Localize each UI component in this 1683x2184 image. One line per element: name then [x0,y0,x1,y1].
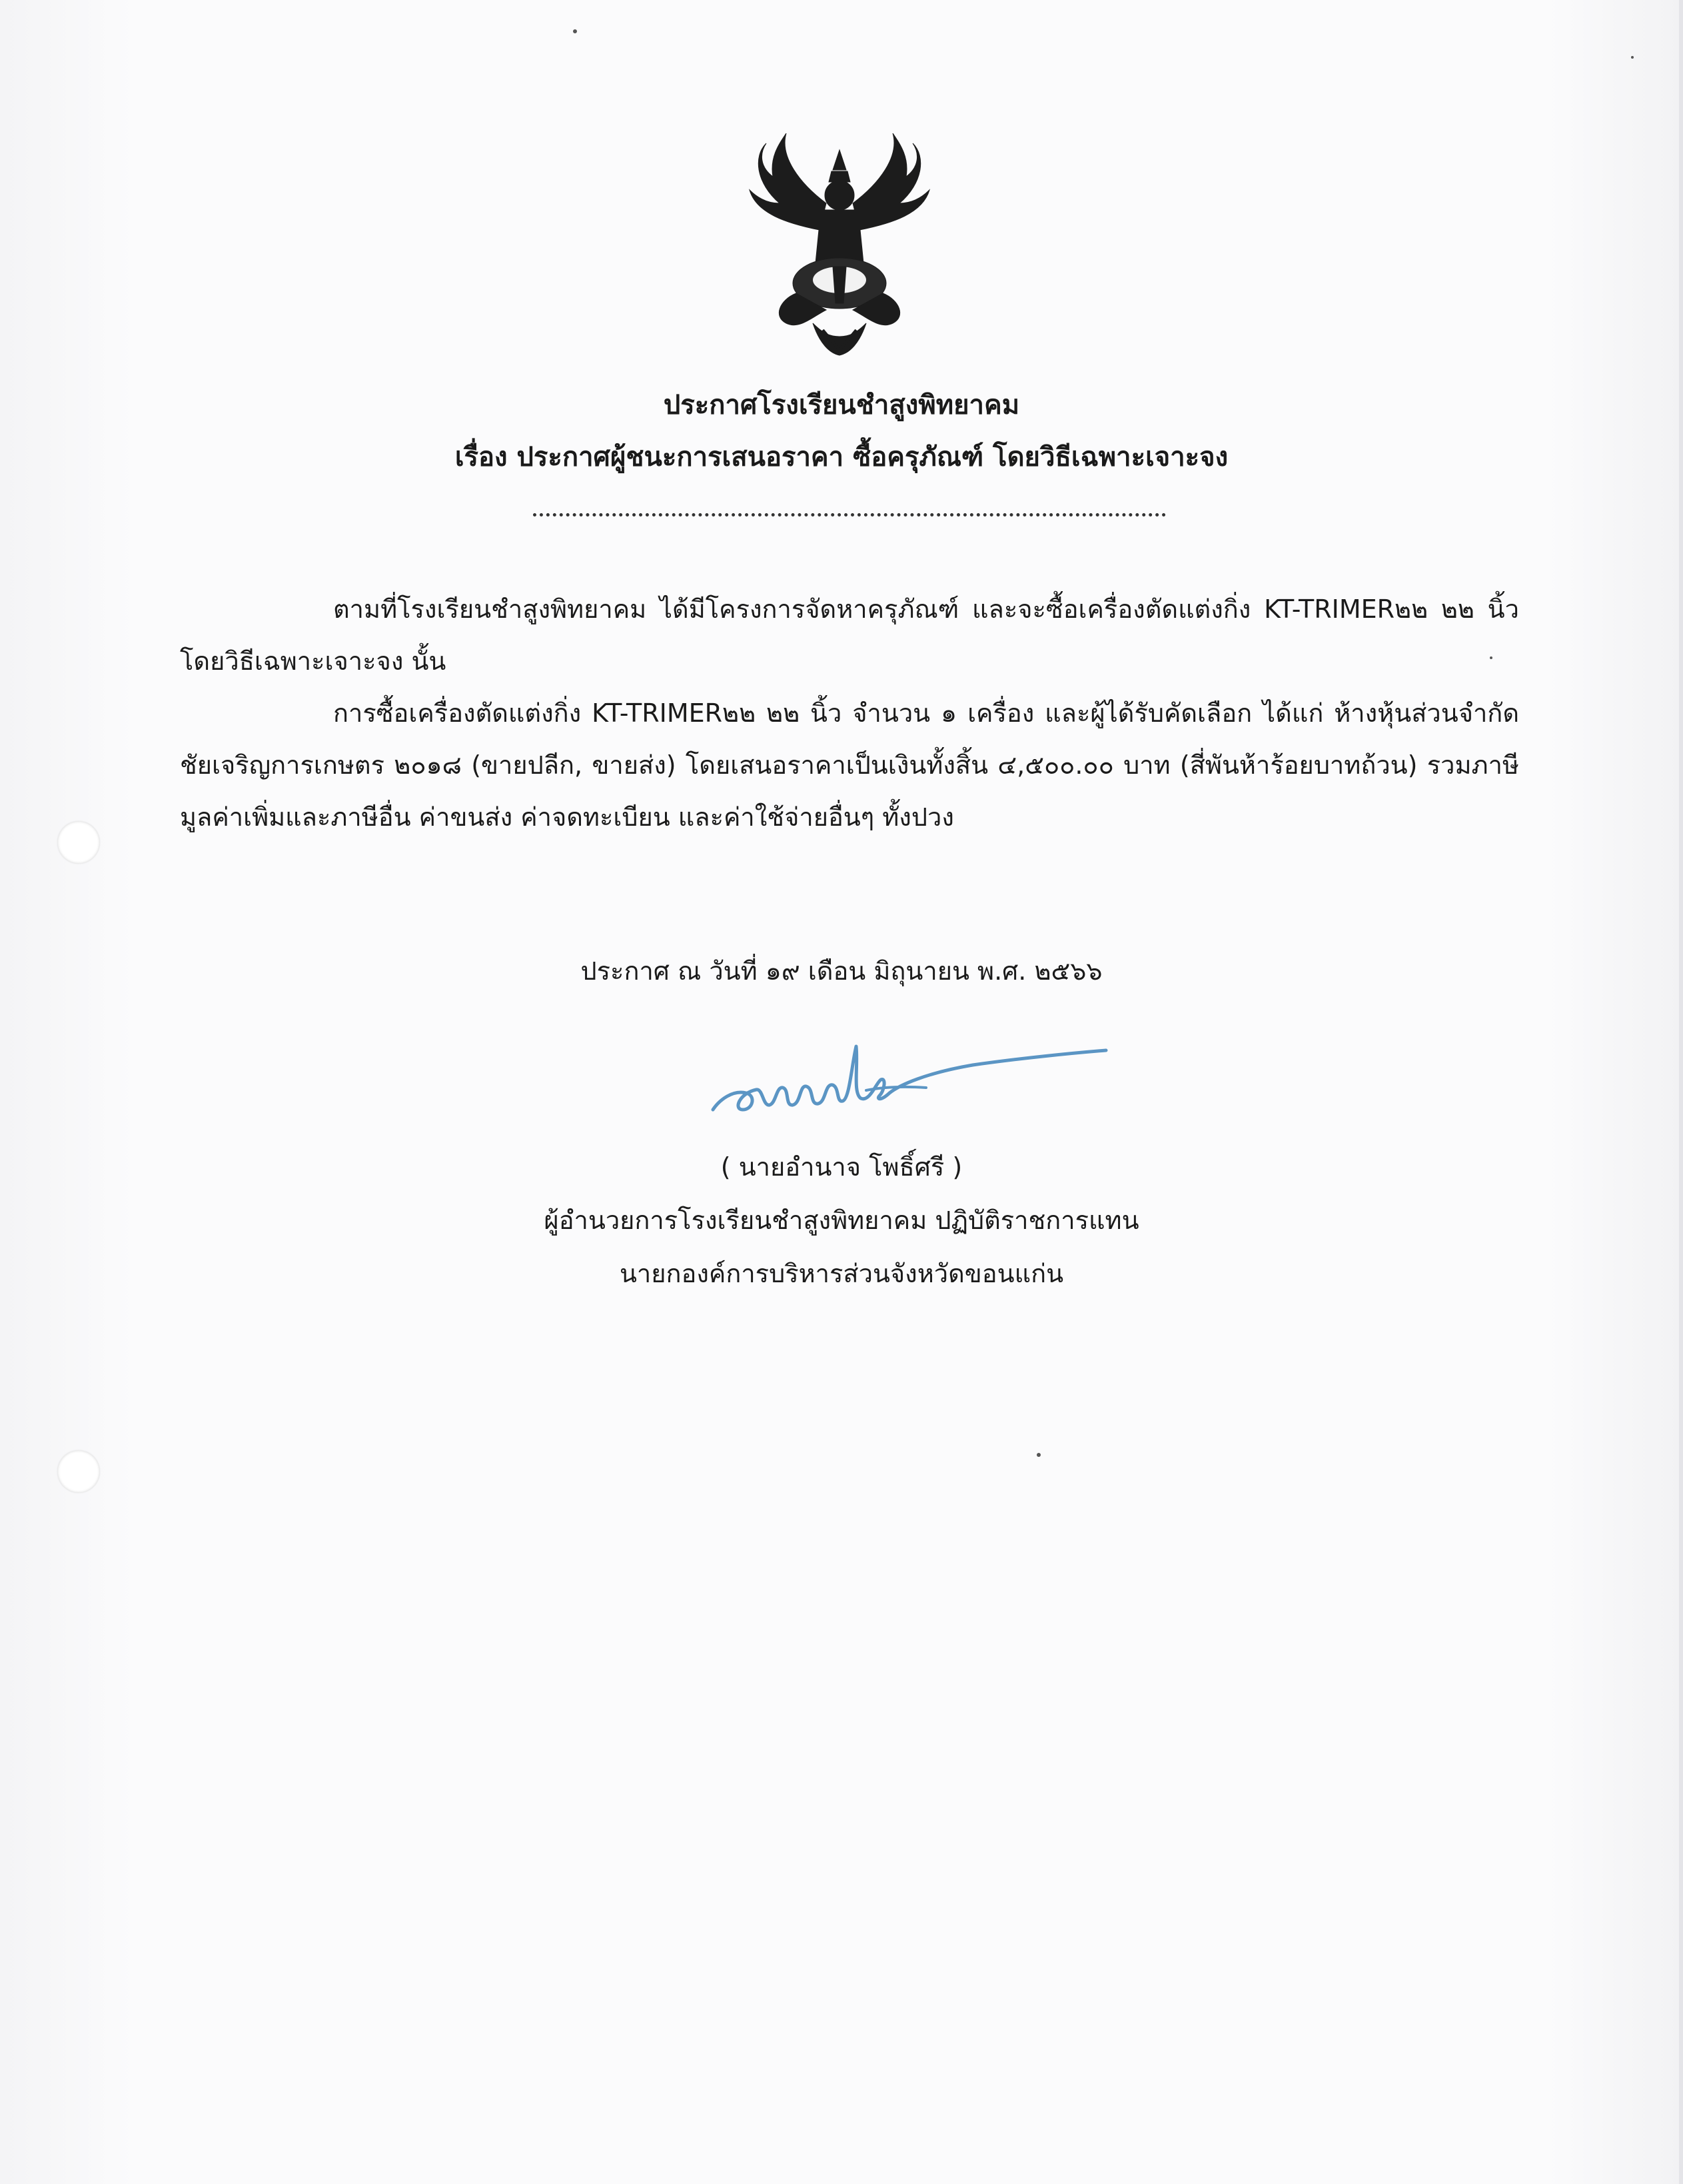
announcement-title: ประกาศโรงเรียนชำสูงพิทยาคม [663,390,1020,421]
paper-speck [1631,56,1634,59]
signatory-name: ( นายอำนาจ โพธิ์ศรี ) [720,1152,963,1182]
paper-edge [1679,0,1683,2184]
announcement-date: ประกาศ ณ วันที่ ๑๙ เดือน มิถุนายน พ.ศ. ๒๕๖๖ [580,956,1103,986]
punch-hole-top [57,821,100,864]
garuda-emblem-icon [733,130,946,357]
dotted-divider [533,513,1166,517]
signatory-position-1: ผู้อำนวยการโรงเรียนชำสูงพิทยาคม ปฏิบัติราชการแทน [544,1206,1139,1235]
signatory-position-2: นายกองค์การบริหารส่วนจังหวัดขอนแก่น [619,1259,1064,1288]
body-paragraph-2: การซื้อเครื่องตัดแต่งกิ่ง KT-TRIMER๒๒ ๒๒ นิ้ว จำนวน ๑ เครื่อง และผู้ได้รับคัดเลือก ได้แก่ ห้างหุ้นส่วนจำกัด ชัยเจริญการเกษตร ๒๐๑๘ (ขายปลีก, ขายส่ง) โดยเสนอราคาเป็นเงินทั้งสิ้น ๔,๕๐๐.๐๐ บาท (สี่พันห้าร้อยบาทถ้วน) รวมภาษีมูลค่าเพิ่มและภาษีอื่น ค่าขนส่ง ค่าจดทะเบียน และค่าใช้จ่ายอื่นๆ ทั้งปวง [180,698,1519,832]
handwritten-signature [706,1026,1113,1126]
paper-speck [1037,1453,1041,1457]
announcement-subject: เรื่อง ประกาศผู้ชนะการเสนอราคา ซื้อครุภัณฑ์ โดยวิธีเฉพาะเจาะจง [454,442,1229,473]
body-paragraph-1: ตามที่โรงเรียนชำสูงพิทยาคม ได้มีโครงการจัดหาครุภัณฑ์ และจะซื้อเครื่องตัดแต่งกิ่ง KT-TRIMER๒๒ ๒๒ นิ้ว โดยวิธีเฉพาะเจาะจง นั้น [180,594,1519,676]
paper-speck [573,29,577,33]
punch-hole-bottom [57,1450,100,1493]
